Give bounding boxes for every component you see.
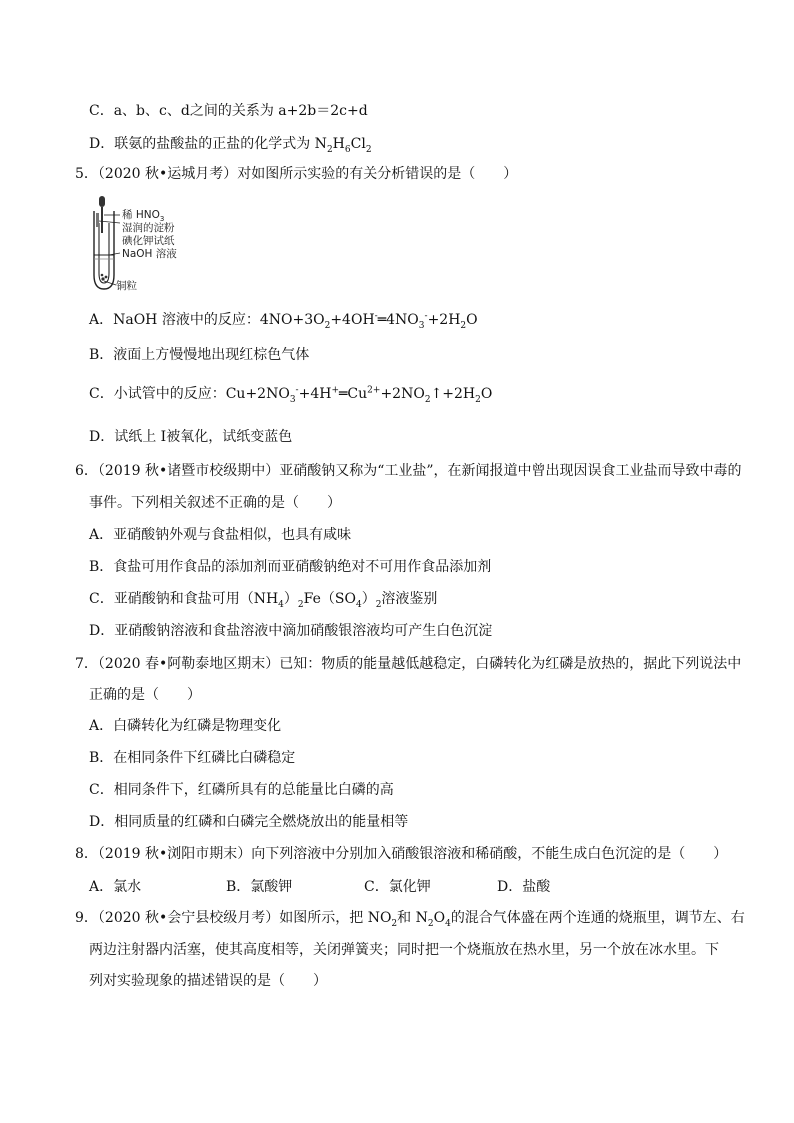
q5-apparatus-figure xyxy=(92,193,188,293)
q7-option-b: B．在相同条件下红磷比白磷稳定 xyxy=(89,750,296,766)
q8-option-d: D．盐酸 xyxy=(497,879,551,895)
label-naoh: NaOH 溶液 xyxy=(122,248,177,260)
prev-option-c: C．a、b、c、d之间的关系为 a+2b＝2c+d xyxy=(89,103,368,119)
q7-stem-line2: 正确的是（ ） xyxy=(89,687,201,703)
label-starch: 湿润的淀粉 xyxy=(122,222,175,234)
q5-option-c: C．小试管中的反应：$Cu+2NO_3^-+4H^+═Cu^{2+}+2NO_2↑+2H_2O$ xyxy=(89,385,493,405)
q5-option-a: A．NaOH 溶液中的反应：$4NO+3O_2+4OH^-═4NO_3^-+2H_2O$ xyxy=(89,311,478,331)
q8-option-b: B．氯酸钾 xyxy=(226,879,293,895)
q9-stem-line1: 9．（2020 秋•会宁县校级月考）如图所示，把 $NO_2$和 $N_2O_4$的混合气体盛在两个连通的烧瓶里，调节左、右 xyxy=(75,910,745,929)
label-dilute-hno3: 稀 $HNO_3$ xyxy=(122,209,165,223)
test-tube-inner xyxy=(99,223,109,283)
label-copper: 铜粒 xyxy=(116,280,137,292)
q7-stem-line1: 7．（2020 春•阿勒泰地区期末）已知：物质的能量越低越稳定，白磷转化为红磷是放热的，据此下列说法中 xyxy=(75,656,742,672)
q8-option-a: A．氯水 xyxy=(89,879,142,895)
q8-stem: 8．（2019 秋•浏阳市期末）向下列溶液中分别加入硝酸银溶液和稀硝酸，不能生成白色沉淀的是（ ） xyxy=(75,846,728,862)
q7-option-d: D．相同质量的红磷和白磷完全燃烧放出的能量相等 xyxy=(89,814,409,830)
q9-stem-line3: 列对实验现象的描述错误的是（ ） xyxy=(89,973,327,989)
q6-stem-line1: 6．（2019 秋•诸暨市校级期中）亚硝酸钠又称为“工业盐”，在新闻报道中曾出现因误食工业盐而导致中毒的 xyxy=(75,463,742,479)
q8-option-c: C．氯化钾 xyxy=(364,879,431,895)
test-paper xyxy=(96,213,99,227)
q6-option-c: C．亚硝酸钠和食盐可用$(NH_4)_2Fe(SO_4)_2$溶液鉴别 xyxy=(89,591,438,610)
q5-stem: 5．（2020 秋•运城月考）对如图所示实验的有关分析错误的是（ ） xyxy=(75,166,518,182)
dropper-tube xyxy=(101,207,103,233)
q9-stem-line2: 两边注射器内活塞，使其高度相等，关闭弹簧夹；同时把一个烧瓶放在热水里，另一个放在冰水里。下 xyxy=(89,942,719,958)
q7-option-c: C．相同条件下，红磷所具有的总能量比白磷的高 xyxy=(89,782,394,798)
label-ki-paper: 碘化钾试纸 xyxy=(122,235,175,247)
q6-option-b: B．食盐可用作食品的添加剂而亚硝酸钠绝对不可用作食品添加剂 xyxy=(89,559,492,575)
q6-option-a: A．亚硝酸钠外观与食盐相似，也具有咸味 xyxy=(89,527,352,543)
dropper-bulb xyxy=(99,196,105,207)
prev-option-d: D．联氨的盐酸盐的正盐的化学式为 $N_2H_6Cl_2$ xyxy=(89,136,372,155)
q7-option-a: A．白磷转化为红磷是物理变化 xyxy=(89,718,282,734)
q5-option-b: B．液面上方慢慢地出现红棕色气体 xyxy=(89,347,310,363)
q6-option-d: D．亚硝酸钠溶液和食盐溶液中滴加硝酸银溶液均可产生白色沉淀 xyxy=(89,623,493,639)
q8-options-row xyxy=(89,876,609,894)
q6-stem-line2: 事件。下列相关叙述不正确的是（ ） xyxy=(89,495,341,511)
q5-option-d: D．试纸上 I被氧化，试纸变蓝色 xyxy=(89,429,293,445)
